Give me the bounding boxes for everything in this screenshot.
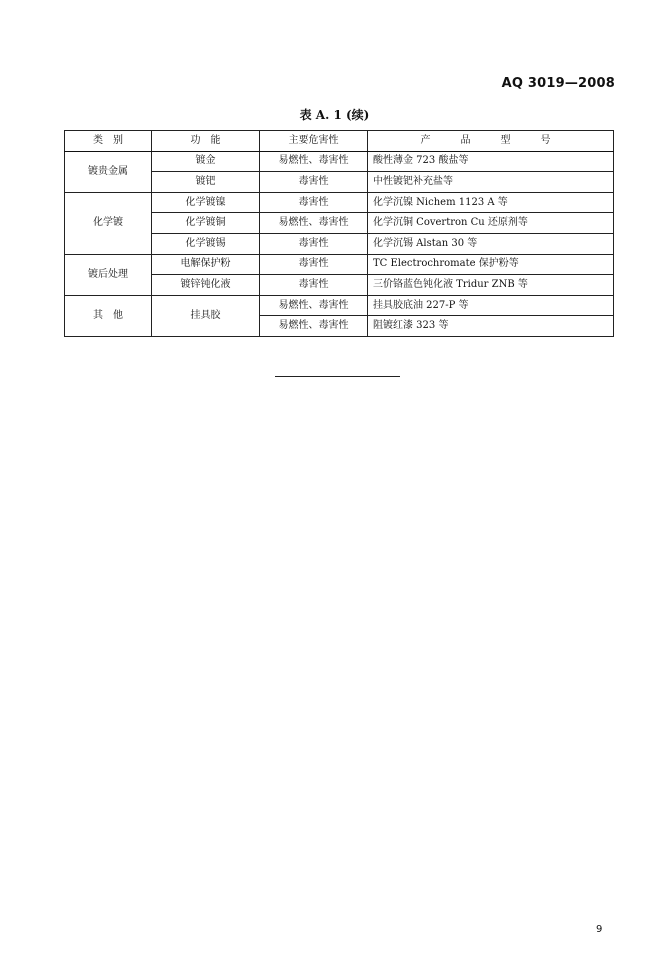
hazard-cell: 毒害性 [260,254,368,275]
product-cell: 三价铬蓝色钝化液 Tridur ZNB 等 [368,275,614,296]
table-header-row [65,131,614,152]
function-cell: 化学镀锡 [152,233,260,254]
product-cell: 挂具胶底油 227-P 等 [368,295,614,316]
category-cell: 镀贵金属 [65,151,152,192]
hazard-cell: 易燃性、毒害性 [260,295,368,316]
hazard-table [64,130,614,337]
header-function: 功 能 [152,131,260,152]
hazard-cell: 易燃性、毒害性 [260,151,368,172]
function-cell: 挂具胶 [152,295,260,336]
page-number: 9 [596,924,603,935]
function-cell: 电解保护粉 [152,254,260,275]
table-row [65,295,614,316]
table-row [65,192,614,213]
product-cell: 阻镀红漆 323 等 [368,316,614,337]
standard-number: AQ 3019—2008 [501,76,615,91]
function-cell: 镀钯 [152,172,260,193]
hazard-cell: 易燃性、毒害性 [260,316,368,337]
product-cell: 酸性薄金 723 酸盐等 [368,151,614,172]
product-cell: 化学沉镍 Nichem 1123 A 等 [368,192,614,213]
product-cell: 中性镀钯补充盐等 [368,172,614,193]
category-cell: 化学镀 [65,192,152,254]
hazard-cell: 毒害性 [260,275,368,296]
table-row [65,151,614,172]
product-cell: TC Electrochromate 保护粉等 [368,254,614,275]
hazard-cell: 毒害性 [260,192,368,213]
product-cell: 化学沉锡 Alstan 30 等 [368,233,614,254]
hazard-cell: 易燃性、毒害性 [260,213,368,234]
table-row [65,254,614,275]
header-category: 类 别 [65,131,152,152]
category-cell: 镀后处理 [65,254,152,295]
header-product: 产 品 型 号 [368,131,614,152]
table-title: 表 A. 1 (续) [299,108,370,122]
function-cell: 化学镀铜 [152,213,260,234]
function-cell: 镀锌钝化液 [152,275,260,296]
function-cell: 镀金 [152,151,260,172]
hazard-cell: 毒害性 [260,233,368,254]
hazard-cell: 毒害性 [260,172,368,193]
category-cell: 其 他 [65,295,152,336]
end-of-document-rule [275,376,400,377]
header-hazard: 主要危害性 [260,131,368,152]
function-cell: 化学镀镍 [152,192,260,213]
product-cell: 化学沉铜 Covertron Cu 还原剂等 [368,213,614,234]
